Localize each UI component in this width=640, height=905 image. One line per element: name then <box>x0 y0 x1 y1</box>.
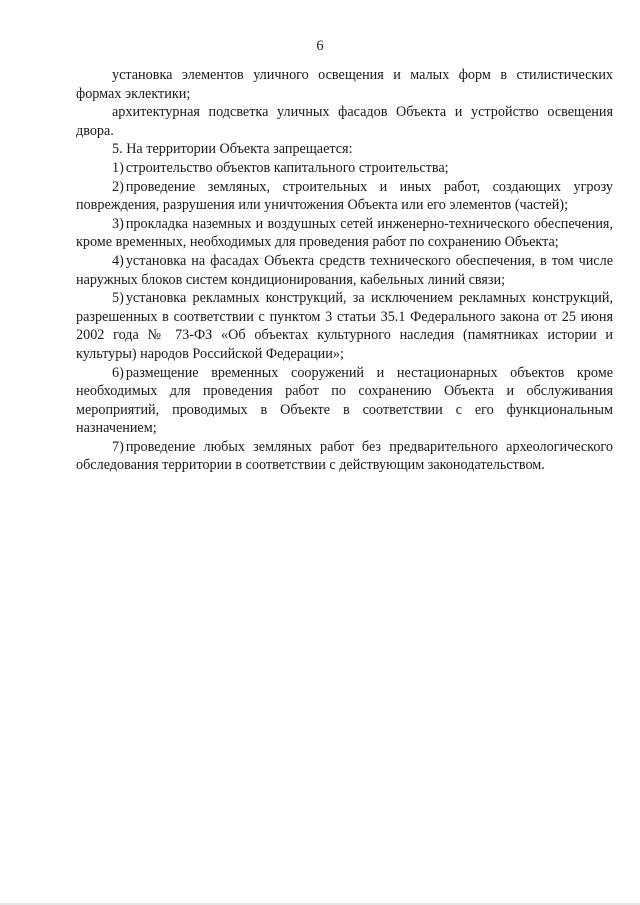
paragraph-facade-lighting: архитектурная подсветка уличных фасадов Объекта и устройство освещения двора. <box>76 104 613 139</box>
list-item-text: прокладка наземных и воздушных сетей инженерно-технического обеспечения, кроме временных, необходимых для проведения работ по сохранению Объекта; <box>76 215 613 251</box>
list-item <box>76 178 613 215</box>
section-heading-prohibitions: 5. На территории Объекта запрещается: <box>112 141 353 158</box>
list-item <box>76 252 613 289</box>
list-item-text: проведение земляных, строительных и иных работ, создающих угрозу повреждения, разрушения или уничтожения Объекта или его элементов (частей); <box>76 178 613 214</box>
list-item-number: 4) <box>112 252 124 269</box>
list-item <box>76 215 613 252</box>
list-item <box>76 438 613 475</box>
list-item <box>76 159 613 178</box>
list-item-text: установка рекламных конструкций, за исключением рекламных конструкций, разрешенных в соответствии с пунктом 3 статьи 35.1 Федерального закона от 25 июня 2002 года № 73-ФЗ «Об объектах культурного наследия (памятниках истории и культуры) народов Российской Федерации»; <box>76 290 613 362</box>
list-item-text: размещение временных сооружений и нестационарных объектов кроме необходимых для проведения работ по сохранению Объекта и обслуживания мероприятий, проводимых в Объекте в соответствии с его функциональным назначением; <box>76 364 613 437</box>
list-item-number: 7) <box>112 438 124 455</box>
document-body <box>76 66 613 475</box>
list-item-number: 2) <box>112 178 124 195</box>
list-item-number: 1) <box>112 159 124 176</box>
list-item-number: 6) <box>112 364 124 381</box>
list-item-text: установка на фасадах Объекта средств технического обеспечения, в том числе наружных блоков систем кондиционирования, кабельных линий связи; <box>76 252 613 288</box>
list-item <box>76 364 613 438</box>
list-item <box>76 289 613 363</box>
page-number: 6 <box>316 38 324 54</box>
list-item-text: строительство объектов капитального строительства; <box>125 159 449 176</box>
list-item-number: 5) <box>112 290 124 307</box>
list-item-number: 3) <box>112 215 124 232</box>
paragraph-street-lighting: установка элементов уличного освещения и малых форм в стилистических формах эклектики; <box>76 67 613 102</box>
list-item-text: проведение любых земляных работ без предварительного археологического обследования территории в соответствии с действующим законодательством. <box>76 438 613 474</box>
